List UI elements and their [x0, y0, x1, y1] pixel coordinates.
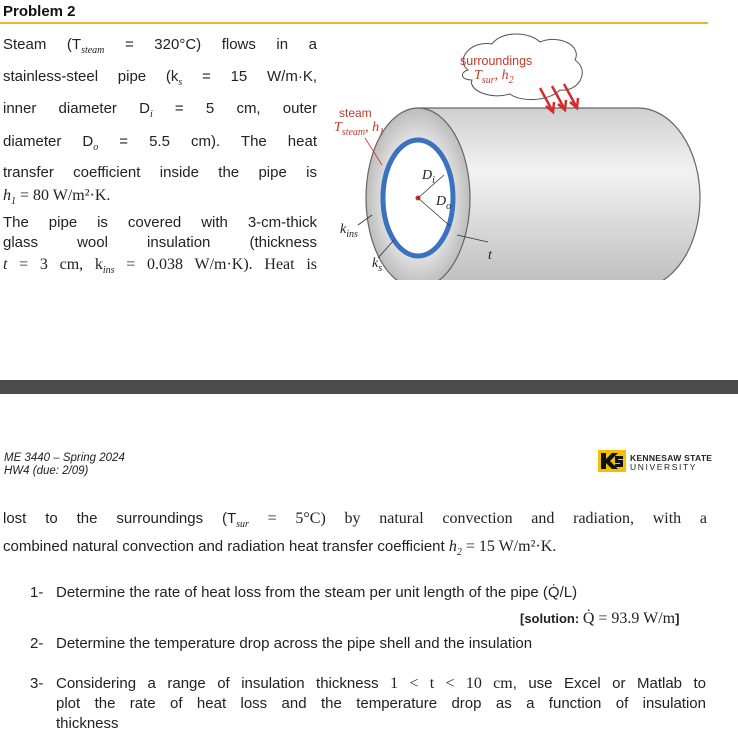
- problem-statement: [3, 32, 317, 283]
- kins-label: $k_{ins}$: [340, 222, 358, 240]
- problem-line-5: transfer coefficient inside the pipe is: [3, 163, 317, 181]
- problem-line-3: inner diameter $D_i = 5$ cm, outer: [3, 100, 317, 121]
- ksu-logo-icon: [598, 450, 626, 472]
- problem-line-7: The pipe is covered with 3-cm-thick: [3, 213, 317, 231]
- surroundings-label: surroundings: [460, 54, 533, 68]
- homework-due: HW4 (due: 2/09): [4, 465, 89, 477]
- question-3-line-1: Considering a range of insulation thickness 1 < t < 10 cm, use Excel or Matlab to: [56, 675, 706, 692]
- question-3-line-2: plot the rate of heat loss and the temperature drop as a function of insulation: [56, 695, 706, 712]
- problem-line-8: glass wool insulation (thickness: [3, 233, 317, 251]
- continuation-line-1: lost to the surroundings $(T_{sur} = 5^\circ C)$ by natural convection and radiation, with a: [3, 510, 707, 531]
- steam-label: steam: [339, 106, 372, 120]
- di-label: $D_i$: [422, 168, 435, 186]
- surroundings-params: $T_{sur}$, $h_2$: [474, 68, 514, 86]
- course-info: [4, 452, 125, 478]
- continuation-line-2: combined natural convection and radiation heat transfer coefficient $h_2 = 15$ W/m²·K.: [3, 538, 557, 559]
- problem-line-4: diameter $D_o = 5.5$ cm). The heat: [3, 132, 317, 153]
- question-3-line-3: thickness: [56, 715, 119, 732]
- ks-label: $k_s$: [372, 256, 383, 274]
- problem-line-2: stainless-steel pipe ($k_s = 15$ W/m·K,: [3, 68, 318, 89]
- t-label: t: [488, 248, 492, 263]
- question-1-solution: [solution: Q̇ = 93.9 W/m]: [520, 610, 680, 627]
- university-name: KENNESAW STATE UNIVERSITY: [630, 453, 713, 472]
- problem-title: Problem 2: [3, 3, 76, 20]
- course-name: ME 3440 – Spring 2024: [4, 452, 125, 464]
- problem-line-6: $h_1 = 80$ W/m²·K.: [3, 186, 111, 207]
- problem-line-9: t = 3 cm, $k_{ins} = 0.038$ W/m·K). Heat is: [3, 255, 317, 277]
- steam-params: $T_{steam}$, $h_1$: [334, 120, 385, 138]
- problem-line-1: Steam $(T_{steam} = 320^\circ C)$ flows in a: [3, 36, 317, 57]
- title-divider: [0, 22, 708, 24]
- do-label: $D_o$: [436, 194, 452, 212]
- page-break-band: [0, 380, 738, 394]
